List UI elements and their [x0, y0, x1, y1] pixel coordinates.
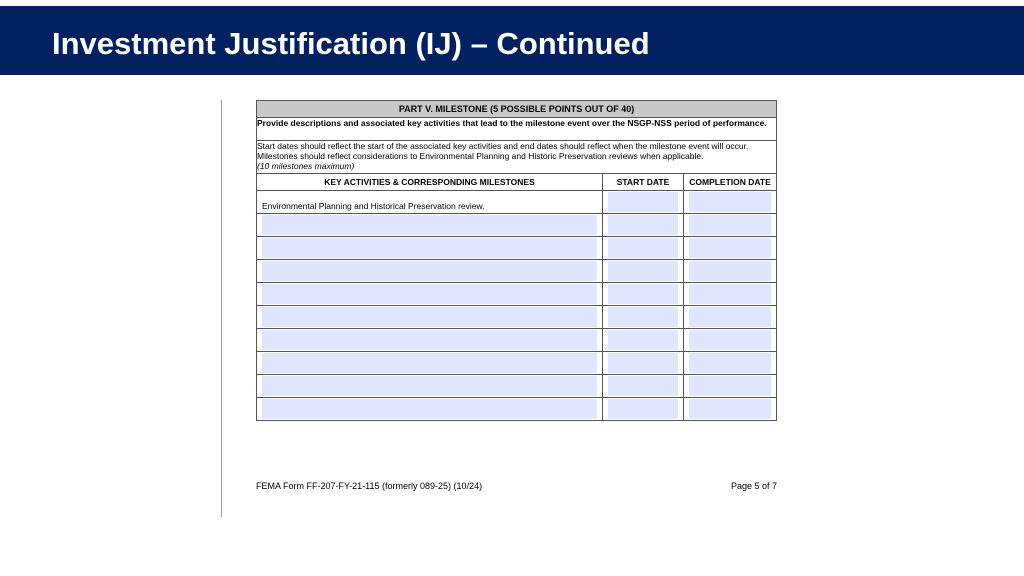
activity-field[interactable] [262, 215, 597, 235]
completion-date-field[interactable] [689, 353, 771, 373]
title-bar [0, 6, 1024, 75]
start-date-cell [603, 191, 684, 214]
milestone-form-table [256, 100, 777, 421]
start-date-field[interactable] [608, 376, 678, 396]
activity-field[interactable] [262, 261, 597, 281]
activity-field[interactable] [262, 307, 597, 327]
part-header: PART V. MILESTONE (5 POSSIBLE POINTS OUT OF 40) [257, 101, 777, 118]
divider-line [221, 100, 222, 517]
table-row [257, 191, 777, 214]
form-id-footer: FEMA Form FF-207-FY-21-115 (formerly 089-25) (10/24) [256, 481, 483, 491]
start-date-field[interactable] [608, 330, 678, 350]
start-date-field[interactable] [608, 307, 678, 327]
start-date-field[interactable] [608, 215, 678, 235]
instruction-line-1: Start dates should reflect the start of the associated key activities and end dates should reflect when the milestone event will occur. [257, 141, 749, 151]
completion-date-cell [684, 191, 777, 214]
table-row [257, 398, 777, 421]
table-row [257, 352, 777, 375]
activity-field[interactable] [262, 238, 597, 258]
completion-date-field[interactable] [689, 215, 771, 235]
table-row [257, 214, 777, 237]
instruction-block [257, 141, 777, 174]
table-row [257, 329, 777, 352]
table-row [257, 306, 777, 329]
activity-field[interactable] [262, 330, 597, 350]
instruction-note: (10 milestones maximum) [257, 161, 355, 171]
column-header-start-date: START DATE [603, 174, 684, 191]
completion-date-field[interactable] [689, 330, 771, 350]
activity-field[interactable] [262, 399, 597, 419]
activity-field[interactable] [262, 376, 597, 396]
instruction-bold: Provide descriptions and associated key activities that lead to the milestone event over the NSGP-NSS period of performance. [257, 118, 777, 141]
activity-field[interactable] [262, 353, 597, 373]
activity-cell [257, 191, 603, 214]
start-date-field[interactable] [608, 238, 678, 258]
page-number: Page 5 of 7 [731, 481, 778, 491]
table-row [257, 260, 777, 283]
completion-date-field[interactable] [689, 261, 771, 281]
start-date-field[interactable] [608, 192, 678, 212]
completion-date-field[interactable] [689, 192, 771, 212]
column-header-completion-date: COMPLETION DATE [684, 174, 777, 191]
completion-date-field[interactable] [689, 238, 771, 258]
completion-date-field[interactable] [689, 284, 771, 304]
activity-text: Environmental Planning and Historical Preservation review. [262, 201, 485, 211]
table-row [257, 375, 777, 398]
start-date-field[interactable] [608, 261, 678, 281]
instruction-line-2: Milestones should reflect considerations to Environmental Planning and Historic Preservation reviews when applicable. [257, 151, 704, 161]
start-date-field[interactable] [608, 284, 678, 304]
completion-date-field[interactable] [689, 307, 771, 327]
table-row [257, 237, 777, 260]
completion-date-field[interactable] [689, 376, 771, 396]
activity-field[interactable] [262, 284, 597, 304]
column-header-activities: KEY ACTIVITIES & CORRESPONDING MILESTONES [257, 174, 603, 191]
slide-title: Investment Justification (IJ) – Continued [52, 26, 650, 61]
start-date-field[interactable] [608, 353, 678, 373]
completion-date-field[interactable] [689, 399, 771, 419]
table-row [257, 283, 777, 306]
start-date-field[interactable] [608, 399, 678, 419]
